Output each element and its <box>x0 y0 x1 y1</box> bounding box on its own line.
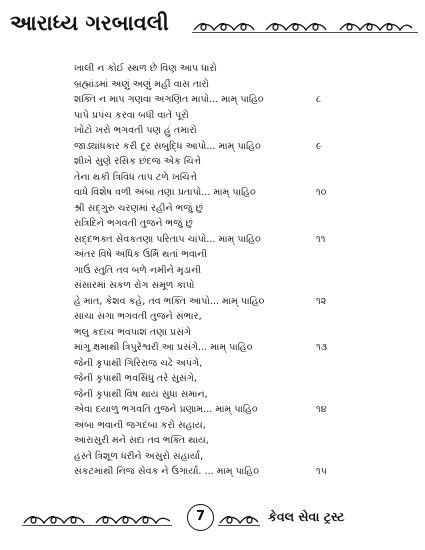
verse-line <box>52 418 412 434</box>
verse-text: ખાલી ન કોઈ સ્થળ છે વિણ આપ ધારો <box>74 63 217 74</box>
verse-line <box>52 77 412 93</box>
verse-line <box>52 216 412 232</box>
page-header <box>0 0 425 48</box>
verse-list <box>52 61 412 480</box>
verse-number: ૧૪ <box>316 404 327 415</box>
verse-text: અંતર વિષે અધિક ઉર્મિ થતાં ભવાની <box>74 249 208 260</box>
verse-line <box>52 387 412 403</box>
verse-number: ૧૩ <box>316 342 328 353</box>
verse-text: ખોટો ખરો ભગવતી પણ હું તમારો <box>74 125 197 136</box>
verse-text: સંસારમાં સકળ રોગ સમૂળ કાપો <box>74 280 195 291</box>
publisher-name: કેવલ સેવા ટ્રસ્ટ <box>268 509 345 524</box>
verse-text: અંબા ભવાની જગદંબા કરો સહાય, <box>74 419 206 431</box>
verse-line <box>52 325 412 341</box>
verse-text: પાપે પ્રપંચ કરવા બધી વાતે પૂરો <box>74 109 189 121</box>
verse-text: એવા દયાળુ ભગવતિ તુજને પ્રણામ... મામ્ પાહિ૦ <box>74 404 258 415</box>
verse-text: હસ્તે ત્રિશૂળ ધરીને અસુરો સંહાર્યા, <box>74 450 204 462</box>
verse-line <box>52 247 412 263</box>
verse-line <box>52 92 412 108</box>
verse-line <box>52 449 412 465</box>
verse-line <box>52 185 412 201</box>
page-title: આરાધ્ય ગરબાવલી <box>10 11 169 35</box>
verse-text: ગાઉં સ્તુતિ તવ બળે નમીને મૃડાની <box>74 264 202 276</box>
verse-number: ૮ <box>316 94 322 105</box>
header-ornament <box>192 20 418 34</box>
verse-text: જેની કૃપાથી ગિરિરાજ ચઢે અપંગે, <box>74 357 203 369</box>
page-number: 7 <box>187 504 214 531</box>
verse-line <box>52 201 412 217</box>
verse-line <box>52 433 412 449</box>
verse-line <box>52 263 412 279</box>
verse-line <box>52 402 412 418</box>
verse-line <box>52 356 412 372</box>
verse-line <box>52 170 412 186</box>
verse-number: ૧૦ <box>316 187 327 198</box>
verse-text: શીખે સુણે રસિક છંદજ એક ચિત્તે <box>74 156 202 167</box>
verse-number: ૯ <box>316 140 322 152</box>
footer-ornament-right <box>218 513 260 527</box>
verse-text: શ્રી સદ્‌ગુરુ ચરણમાં રહીને ભજું છું <box>74 202 203 214</box>
verse-line <box>52 464 412 480</box>
verse-number: ૧૨ <box>316 295 327 307</box>
verse-text: સદ્દભક્ત સેવકતણા પરિતાપ ચાંપો... મામ્ પાહિ૦ <box>74 233 261 245</box>
verse-line <box>52 61 412 77</box>
verse-line <box>52 309 412 325</box>
verse-text: રાત્રિદિને ભગવતી તુજને ભજું છું <box>74 218 193 229</box>
verse-line <box>52 154 412 170</box>
verse-text: આરાસુરી મને સદા તવ ભક્તિ થાય, <box>74 435 209 446</box>
verse-line <box>52 340 412 356</box>
verse-text: તેના થકી ત્રિવિધ તાપ ટળે ખચિત્તે <box>74 171 198 183</box>
verse-text: હે માત, કેશવ કહે, તવ ભક્તિ આપો... મામ્ પાહિ૦ <box>74 295 265 307</box>
verse-number: ૧૧ <box>316 233 326 245</box>
verse-text: સાચા સગા ભગવતી તુજને સંભાર, <box>74 311 202 322</box>
verse-line <box>52 123 412 139</box>
verse-text: જાડ્યાંધકાર કરી દૂર સબુદ્ધિ આપો... મામ્ પાહિ૦ <box>74 140 261 152</box>
verse-line <box>52 139 412 155</box>
verse-text: જેની કૃપાથી ભવસિંધુ તરે સુસંગે, <box>74 373 197 384</box>
verse-line <box>52 371 412 387</box>
verse-line <box>52 294 412 310</box>
verse-text: શક્તિ ન માપ ગણવા અગણિત માપો... મામ્ પાહિ૦ <box>74 94 264 105</box>
verse-text: માંગુ ક્ષમાથી ત્રિપુરેશ્વરી આ પ્રસંગે... મામ્ પાહિ૦ <box>74 342 253 353</box>
verse-text: વાધે વિશેષ વળી અંબા તણા પ્રતાપો... મામ્ પાહિ૦ <box>74 187 256 198</box>
footer-ornament-left <box>22 513 172 527</box>
verse-line <box>52 278 412 294</box>
verse-number: ૧૫ <box>316 466 328 477</box>
verse-text: ભલુ કદાચ ભવપાશ તણા પ્રસંગે <box>74 326 191 338</box>
verse-text: સંકટમાંથી નિજ સેવક ને ઉગાર્યા. ... મામ્ પાહિ૦ <box>74 466 260 477</box>
verse-line <box>52 232 412 248</box>
verse-text: બ્રહ્માંડમાં અણું અણું મહીં વાસ તારો <box>74 78 209 90</box>
verse-text: જેની કૃપાથી વિષ થાય સુધા સમાન, <box>74 388 208 400</box>
verse-line <box>52 108 412 124</box>
page-footer <box>0 500 425 540</box>
